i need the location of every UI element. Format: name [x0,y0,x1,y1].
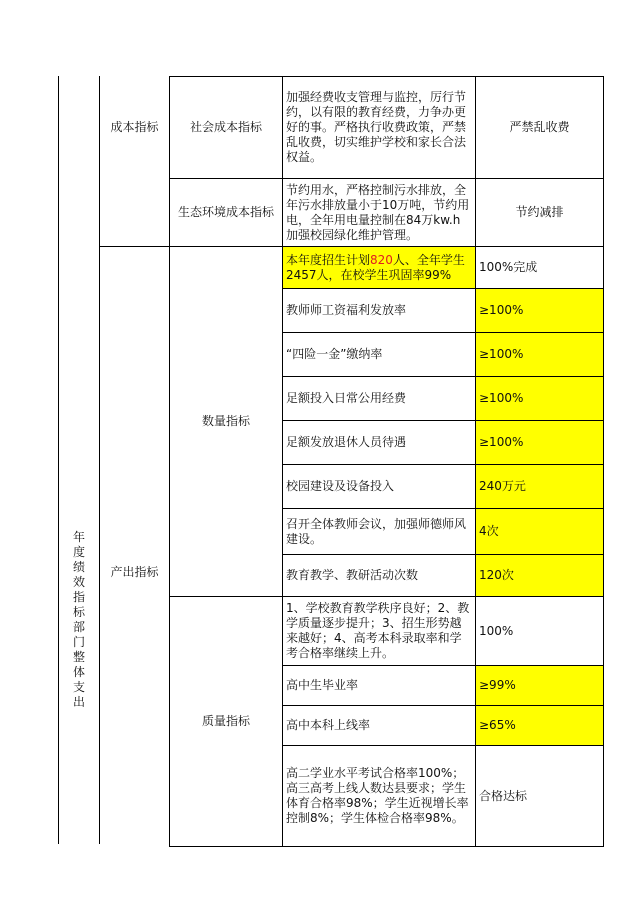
social-cost-value: 严禁乱收费 [509,120,570,134]
output-indicator-label: 产出指标 [110,564,159,579]
cost-indicator-label: 成本指标 [110,120,159,134]
quality-indicator-label: 质量指标 [201,714,250,728]
quality-row-2-value: ≥99% [479,678,516,692]
quantity-indicator-label: 数量指标 [201,414,250,428]
quantity-row-1-desc: 本年度招生计划820人、全年学生2457人，在校学生巩固率99% [286,252,465,282]
grid-v1 [58,76,59,844]
quantity-row-1-value: 100%完成 [479,260,538,274]
quantity-row-6-desc: 校园建设及设备投入 [286,479,395,493]
eco-cost-desc: 节约用水，严格控制污水排放，全年污水排放量小于10万吨，节约用电，全年用电量控制在84万kw.h加强校园绿化维护管理。 [286,182,470,242]
quality-row-2-desc: 高中生毕业率 [286,678,359,692]
quantity-row-2-value: ≥100% [479,303,524,317]
grid-v6 [603,76,604,847]
quantity-row-7-desc: 召开全体教师会议，加强师德师风建设。 [286,516,467,546]
quality-row-3-desc: 高中本科上线率 [286,718,371,732]
quantity-row-7-value: 4次 [479,524,499,538]
eco-cost-label: 生态环境成本指标 [177,205,274,219]
eco-cost-value: 节约减排 [515,205,564,219]
quantity-row-8-value: 120次 [479,568,514,582]
social-cost-desc: 加强经费收支管理与监控，厉行节约，以有限的教育经费，力争办更好的事。严格执行收费政策，严禁乱收费，切实维护学校和家长合法权益。 [286,90,467,164]
enrollment-plan-number: 820 [370,252,393,267]
dept-overall-label [59,520,99,720]
quantity-row-4-desc: 足额投入日常公用经费 [286,391,407,405]
dept-overall-text: 年度绩效指标部门整体支出 [72,530,85,709]
quality-row-1-value: 100% [479,623,514,638]
quantity-row-3-value: ≥100% [479,347,524,361]
quantity-row-8-desc: 教育教学、教研活动次数 [286,568,419,582]
quality-row-4-desc: 高二学业水平考试合格率100%；高三高考上线人数达县要求；学生体育合格率98%；学生近视增长率控制8%；学生体检合格率98%。 [286,766,469,825]
quality-row-4-value: 合格达标 [479,788,528,803]
grid-h-bottom [169,846,604,847]
quality-row-1-desc: 1、学校教育教学秩序良好；2、教学质量逐步提升；3、招生形势越来越好；4、高考本科录取率和学考合格率继续上升。 [286,601,470,660]
social-cost-label: 社会成本指标 [189,120,262,134]
quantity-row-3-desc: “四险一金”缴纳率 [286,347,383,361]
quantity-row-2-desc: 教师师工资福利发放率 [286,303,407,317]
quantity-row-4-value: ≥100% [479,391,524,405]
quantity-row-5-desc: 足额发放退休人员待遇 [286,435,407,449]
quantity-row-6-value: 240万元 [479,479,526,493]
quantity-row-5-value: ≥100% [479,435,524,449]
quality-row-3-value: ≥65% [479,718,516,732]
